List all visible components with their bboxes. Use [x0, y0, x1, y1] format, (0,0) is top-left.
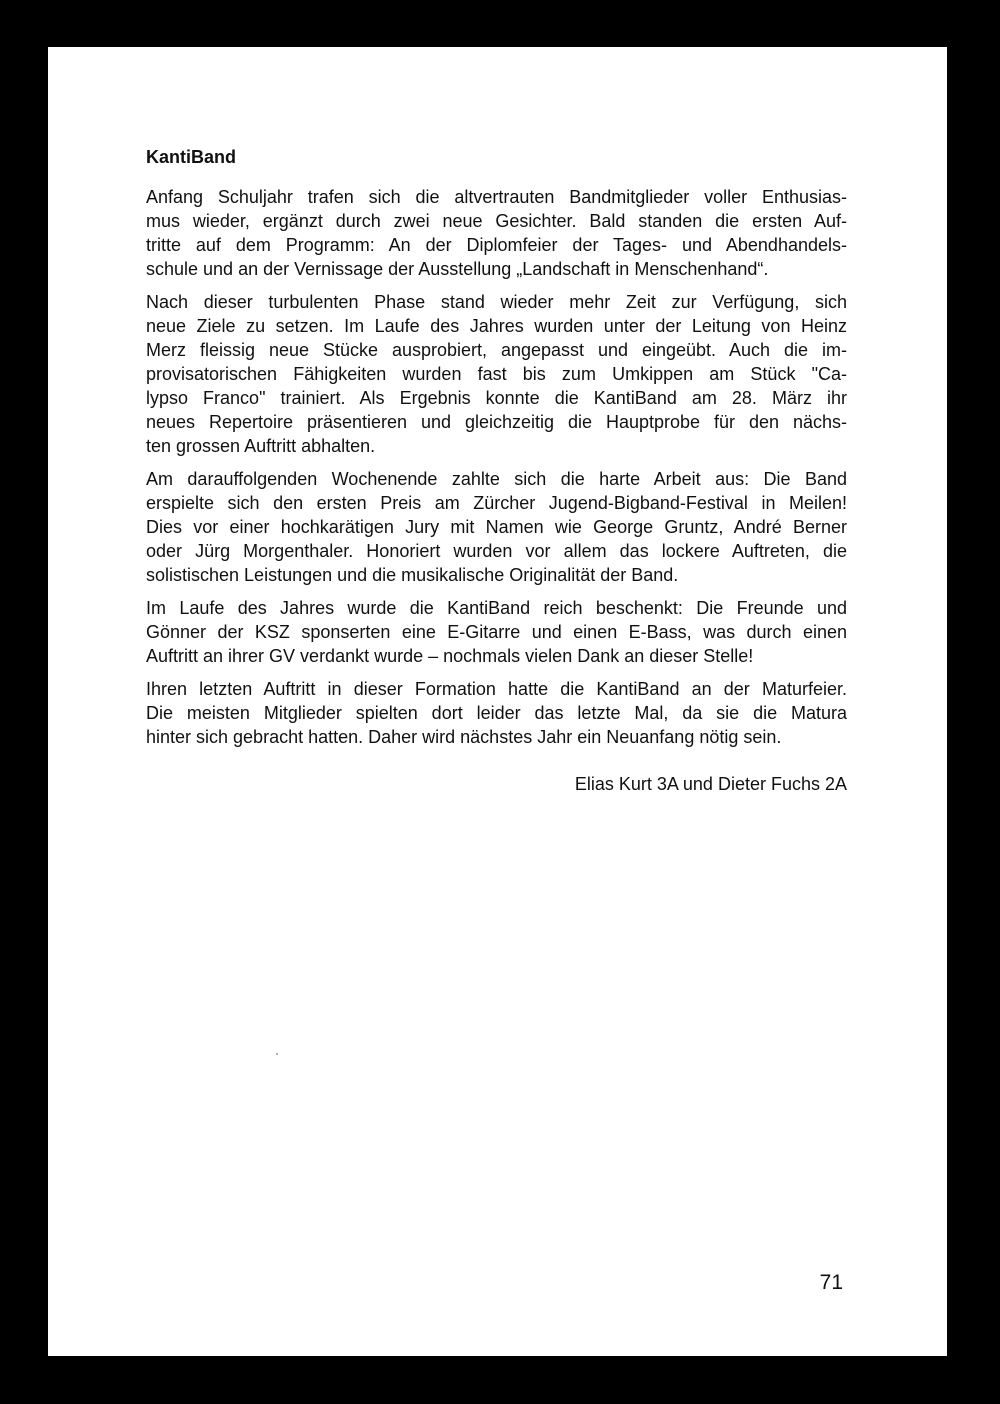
- page-number: 71: [819, 1271, 843, 1294]
- text-line: Auftritt an ihrer GV verdankt wurde – nochmals vielen Dank an dieser Stelle!: [146, 646, 754, 666]
- paragraph-2: [146, 290, 847, 458]
- text-line: neues Repertoire präsentieren und gleichzeitig die Hauptprobe für den nächs-: [146, 412, 847, 432]
- text-line: ten grossen Auftritt abhalten.: [146, 436, 376, 456]
- text-line: solistischen Leistungen und die musikalische Originalität der Band.: [146, 565, 679, 585]
- text-line: provisatorischen Fähigkeiten wurden fast bis zum Umkippen am Stück "Ca-: [146, 364, 847, 384]
- text-line: neue Ziele zu setzen. Im Laufe des Jahres wurden unter der Leitung von Heinz: [146, 316, 847, 336]
- text-line: Anfang Schuljahr trafen sich die altvertrauten Bandmitglieder voller Enthusias-: [146, 187, 847, 207]
- text-line: Ihren letzten Auftritt in dieser Formation hatte die KantiBand an der Maturfeier.: [146, 679, 847, 699]
- paragraph-1: [146, 185, 847, 281]
- text-line: oder Jürg Morgenthaler. Honoriert wurden vor allem das lockere Auftreten, die: [146, 541, 847, 561]
- text-line: Am darauffolgenden Wochenende zahlte sich die harte Arbeit aus: Die Band: [146, 469, 847, 489]
- text-line: Gönner der KSZ sponserten eine E-Gitarre und einen E-Bass, was durch einen: [146, 622, 847, 642]
- text-line: hinter sich gebracht hatten. Daher wird nächstes Jahr ein Neuanfang nötig sein.: [146, 727, 782, 747]
- text-line: erspielte sich den ersten Preis am Zürcher Jugend-Bigband-Festival in Meilen!: [146, 493, 847, 513]
- document-page: [48, 47, 947, 1356]
- text-line: Merz fleissig neue Stücke ausprobiert, angepasst und eingeübt. Auch die im-: [146, 340, 847, 360]
- text-line: tritte auf dem Programm: An der Diplomfeier der Tages- und Abendhandels-: [146, 235, 847, 255]
- text-line: Nach dieser turbulenten Phase stand wieder mehr Zeit zur Verfügung, sich: [146, 292, 847, 312]
- paragraph-3: [146, 467, 847, 587]
- scan-speck: [276, 1053, 278, 1055]
- paragraph-4: [146, 596, 847, 668]
- text-line: schule und an der Vernissage der Ausstellung „Landschaft in Menschenhand“.: [146, 259, 769, 279]
- text-line: mus wieder, ergänzt durch zwei neue Gesichter. Bald standen die ersten Auf-: [146, 211, 847, 231]
- text-line: Im Laufe des Jahres wurde die KantiBand reich beschenkt: Die Freunde und: [146, 598, 847, 618]
- text-line: Dies vor einer hochkarätigen Jury mit Namen wie George Gruntz, André Berner: [146, 517, 847, 537]
- article-title: KantiBand: [146, 147, 236, 167]
- author-signature: Elias Kurt 3A und Dieter Fuchs 2A: [574, 774, 847, 794]
- text-line: Die meisten Mitglieder spielten dort leider das letzte Mal, da sie die Matura: [146, 703, 847, 723]
- article: [146, 145, 847, 796]
- text-line: lypso Franco" trainiert. Als Ergebnis konnte die KantiBand am 28. März ihr: [146, 388, 847, 408]
- paragraph-5: [146, 677, 847, 749]
